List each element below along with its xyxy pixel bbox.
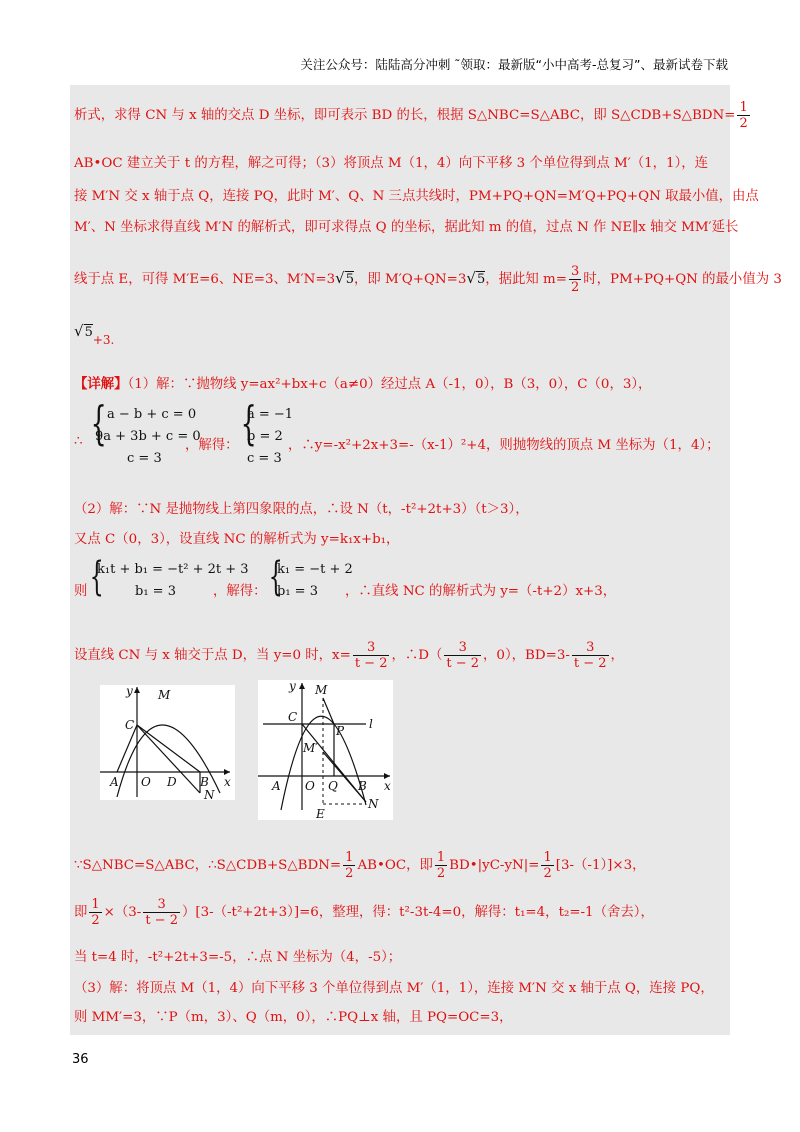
- label-P: P: [336, 724, 345, 738]
- figure-2-svg: [258, 680, 393, 820]
- eq-3: c = 3: [127, 451, 162, 466]
- label-M: M: [158, 688, 171, 702]
- frac-num: 1: [739, 100, 748, 115]
- label-B: B: [200, 775, 209, 789]
- segment-CB: [137, 725, 200, 772]
- text-line-17: 则 MM′=3，∵P（m，3）、Q（m，0），∴PQ⊥x 轴，且 PQ=OC=3，: [74, 1010, 513, 1025]
- label-C: C: [125, 718, 135, 732]
- fraction-3-t2d: [143, 897, 180, 928]
- label-D: D: [167, 775, 177, 789]
- sqrt-radicand: 5: [345, 272, 354, 287]
- line-13d: [3-（-1）]×3，: [555, 858, 646, 873]
- eq-2: b₁ = 3: [135, 584, 176, 599]
- text-line-14: [74, 897, 654, 928]
- line-13a: ∵S△NBC=S△ABC，∴S△CDB+S△BDN=: [74, 858, 342, 873]
- figure-2: [258, 680, 393, 820]
- text-line-3: 接 M′N 交 x 轴于点 Q，连接 PQ，此时 M′、Q、N 三点共线时，PM+PQ+QN=M′Q+PQ+QN 取最小值，由点: [74, 189, 759, 204]
- frac-den: 2: [436, 866, 446, 881]
- frac-den: 2: [739, 116, 748, 131]
- fraction-3-2: [569, 264, 581, 295]
- frac-num: 3: [458, 640, 467, 655]
- line-12d: ，: [610, 648, 624, 663]
- line-13b: AB•OC，即: [357, 858, 433, 873]
- page-header: 关注公众号：陆陆高分冲刺 ˜领取：最新版“小中高考-总复习”、最新试卷下载: [300, 57, 728, 72]
- frac-den: t − 2: [145, 913, 178, 928]
- text-line-7: [74, 373, 651, 392]
- line-12b: ，∴D（: [391, 648, 443, 663]
- eq-2: 9a + 3b + c = 0: [95, 429, 201, 444]
- sqrt-radicand: 5: [476, 272, 486, 287]
- label-l: l: [369, 717, 373, 731]
- fraction-half-c: [541, 850, 553, 881]
- brace-4: {: [268, 554, 283, 600]
- y-arrow-icon: [299, 683, 305, 689]
- frac-den: 2: [570, 280, 580, 295]
- label-Q: Q: [328, 779, 338, 793]
- label-O: O: [141, 775, 151, 789]
- text-line-9: （2）解：∵N 是抛物线上第四象限的点，∴设 N（t，-t²+2t+3）（t＞3），: [74, 502, 529, 517]
- line-6: +3.: [92, 333, 115, 347]
- frac-num: 1: [91, 897, 100, 912]
- label-x: x: [384, 779, 391, 793]
- detail-tag: 【详解】: [74, 376, 128, 392]
- text-line-5: [74, 264, 782, 295]
- figure-1-svg: [100, 685, 235, 800]
- eq-1: k₁t + b₁ = −t² + 2t + 3: [97, 562, 249, 577]
- label-C: C: [288, 710, 298, 724]
- line-7: （1）解：∵抛物线 y=ax²+bx+c（a≠0）经过点 A（-1，0），B（3，0），C（0，3），: [127, 377, 652, 392]
- line-1-text: 析式，求得 CN 与 x 轴的交点 D 坐标，即可表示 BD 的长，根据 S△NBC=S△ABC，即 S△CDB+S△BDN=: [74, 108, 736, 123]
- text-line-2: AB•OC 建立关于 t 的方程，解之可得；（3）将顶点 M（1，4）向下平移 3 个单位得到点 M′（1，1），连: [74, 156, 709, 171]
- frac-num: 3: [570, 264, 580, 279]
- text-line-11: ，∴直线 NC 的解析式为 y=（-t+2）x+3，: [345, 584, 617, 599]
- fraction-half-b: [435, 850, 447, 881]
- label-Mprime: M′: [303, 741, 319, 755]
- label-B: B: [358, 779, 367, 793]
- label-N: N: [368, 797, 379, 811]
- line-5c: ，据此知 m=: [485, 272, 567, 287]
- eq-1: a − b + c = 0: [107, 407, 197, 422]
- eq-1: a = −1: [247, 407, 294, 422]
- frac-num: 3: [367, 640, 376, 655]
- brace-2: {: [240, 396, 257, 450]
- equation-system-4: [277, 559, 353, 603]
- frac-den: 2: [543, 866, 552, 881]
- frac-den: 2: [345, 866, 354, 881]
- label-y: y: [126, 685, 133, 698]
- frac-den: 2: [91, 913, 100, 928]
- line-13c: BD•|yC-yN|=: [449, 858, 540, 873]
- frac-num: 3: [157, 897, 166, 912]
- text-line-1: [74, 100, 752, 131]
- y-arrow-icon: [134, 687, 140, 693]
- frac-num: 1: [345, 850, 354, 865]
- label-E: E: [316, 807, 325, 820]
- equation-system-2: [247, 404, 293, 470]
- frac-num: 1: [436, 850, 446, 865]
- sqrt-radicand: 5: [84, 325, 93, 340]
- frac-den: t − 2: [573, 656, 607, 671]
- sys3-mid: ，解得：: [213, 584, 267, 599]
- eq-3: c = 3: [247, 451, 282, 466]
- fraction-3-t2c: [572, 640, 609, 671]
- sys3-prefix: 则: [74, 584, 88, 599]
- label-A: A: [110, 775, 119, 789]
- text-line-10: 又点 C（0，3），设直线 NC 的解析式为 y=k₁x+b₁，: [74, 532, 400, 547]
- label-O: O: [305, 779, 315, 793]
- fraction-half: [737, 100, 749, 131]
- eq-1: k₁ = −t + 2: [277, 562, 353, 577]
- frac-num: 3: [586, 640, 595, 655]
- text-line-16: （3）解：将顶点 M（1，4）向下平移 3 个单位得到点 M′（1，1），连接 M′N 交 x 轴于点 Q，连接 PQ，: [74, 981, 714, 996]
- figure-1: [100, 685, 235, 800]
- text-line-12: [74, 640, 624, 671]
- sqrt-5: √5: [335, 269, 354, 287]
- line-5a: 线于点 E，可得 M′E=6、NE=3、M′N=3: [74, 272, 336, 287]
- line-12a: 设直线 CN 与 x 轴交于点 D，当 y=0 时，x=: [74, 648, 351, 663]
- eq-2: b = 2: [247, 429, 283, 444]
- frac-den: t − 2: [354, 656, 388, 671]
- brace-1: {: [90, 396, 107, 450]
- line-5b: ，即 M′Q+QN=3: [353, 272, 467, 287]
- fraction-half-d: [89, 897, 101, 928]
- text-line-13: [74, 850, 646, 881]
- frac-den: t − 2: [446, 656, 480, 671]
- label-x: x: [224, 775, 231, 789]
- text-line-4: M′、N 坐标求得直线 M′N 的解析式，即可求得点 Q 的坐标，据此知 m 的值，过点 N 作 NE∥x 轴交 MM′延长: [74, 220, 739, 235]
- sys1-prefix: ∴: [74, 434, 83, 449]
- segment-MP: [323, 698, 334, 724]
- eq-2: b₁ = 3: [277, 584, 318, 599]
- fraction-3-t2: [353, 640, 390, 671]
- brace-3: {: [89, 554, 104, 600]
- line-12c: ，0），BD=3-: [483, 648, 570, 663]
- line-5d: 时，PM+PQ+QN 的最小值为 3: [583, 272, 782, 287]
- line-14b: ×（3-: [103, 905, 142, 920]
- fraction-3-t2b: [444, 640, 481, 671]
- line-14c: ）[3-（-t²+2t+3）]=6，整理，得：t²-3t-4=0，解得：t₁=4，t₂=-1（舍去），: [181, 905, 654, 920]
- text-line-15: 当 t=4 时，-t²+2t+3=-5，∴点 N 坐标为（4，-5）；: [74, 950, 402, 965]
- sys1-mid: ，解得：: [185, 438, 239, 453]
- text-line-8: ，∴y=-x²+2x+3=-（x-1）²+4，则抛物线的顶点 M 坐标为（1，4）；: [288, 438, 720, 453]
- label-y: y: [289, 680, 296, 693]
- line-14a: 即: [74, 905, 88, 920]
- sqrt-5b: √5: [466, 269, 486, 287]
- page-number: 36: [72, 1052, 89, 1067]
- frac-num: 1: [543, 850, 552, 865]
- text-line-6: [74, 322, 115, 347]
- fraction-half-a: [343, 850, 355, 881]
- label-N: N: [204, 788, 215, 800]
- sqrt-5c: √5: [74, 322, 93, 340]
- label-A: A: [272, 779, 281, 793]
- label-M: M: [315, 683, 328, 697]
